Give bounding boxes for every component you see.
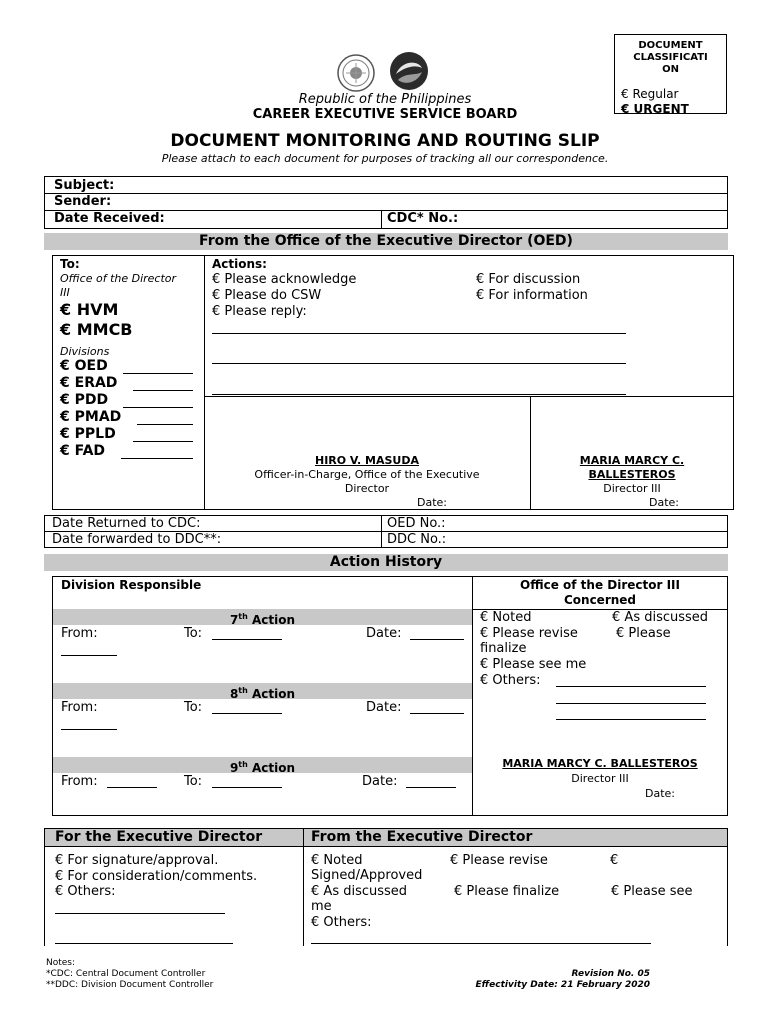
page-subtitle: Please attach to each document for purposes of tracking all our correspondence. [161, 152, 609, 165]
history-sig-date[interactable]: Date: [645, 787, 675, 800]
ninth-to[interactable]: To: [184, 774, 203, 789]
right-signed-bullet[interactable] [610, 853, 618, 868]
eighth-from[interactable]: From: [61, 700, 98, 715]
ddc-no-field[interactable]: DDC No.: [387, 532, 447, 547]
sender-field[interactable]: Sender: [54, 194, 112, 209]
euro-bullet: € [450, 853, 459, 868]
division-option-oed[interactable]: € OED [60, 358, 108, 374]
action-please-acknowledge[interactable]: € Please acknowledge [212, 272, 357, 287]
reply-line-3[interactable] [212, 394, 626, 395]
euro-bullet: € [311, 884, 320, 899]
date-received-field[interactable]: Date Received: [54, 211, 165, 226]
division-option-ppld[interactable]: € PPLD [60, 426, 116, 442]
page-title: DOCUMENT MONITORING AND ROUTING SLIP [170, 131, 600, 151]
euro-bullet: € [621, 102, 630, 114]
euro-bullet: € [480, 657, 489, 672]
euro-bullet: € [212, 272, 221, 287]
office-director-label-2: III [60, 286, 70, 299]
euro-bullet: € [476, 288, 485, 303]
euro-bullet: € [60, 320, 72, 339]
sig1-name: HIRO V. MASUDA [314, 454, 419, 467]
date-forwarded-field[interactable]: Date forwarded to DDC**: [52, 532, 222, 547]
eighth-date[interactable]: Date: [366, 700, 402, 715]
for-executive-director-heading: For the Executive Director [55, 829, 263, 845]
divisions-label: Divisions [60, 345, 110, 358]
oed-no-field[interactable]: OED No.: [387, 516, 446, 531]
reply-line-2[interactable] [212, 363, 626, 364]
ninth-from[interactable]: From: [61, 774, 98, 789]
action-please-reply[interactable]: € Please reply: [212, 304, 307, 319]
division-option-pdd[interactable]: € PDD [60, 392, 109, 408]
effectivity-date: Effectivity Date: 21 February 2020 [475, 980, 650, 990]
right-others-option[interactable]: € Others: [311, 915, 372, 930]
euro-bullet: € [212, 304, 221, 319]
for-signature-option[interactable]: € For signature/approval. [55, 853, 219, 868]
euro-bullet: € [60, 392, 70, 408]
history-option-finalize-cont: finalize [480, 641, 527, 656]
history-option-others[interactable]: € Others: [480, 673, 541, 688]
euro-bullet: € [454, 884, 463, 899]
director-option-mmcb[interactable]: € MMCB [60, 320, 133, 339]
history-option-please-revise[interactable]: € Please revise [480, 626, 578, 641]
right-please-finalize-option[interactable]: € Please finalize [454, 884, 560, 899]
classification-title-1: DOCUMENT [638, 40, 703, 51]
classification-title-3: ON [662, 64, 679, 75]
agency-name: CAREER EXECUTIVE SERVICE BOARD [252, 107, 518, 122]
oed-heading: From the Office of the Executive Director (OED) [44, 233, 728, 250]
seventh-action-header: 7th Action [53, 609, 472, 625]
sig2-title: Director III [603, 482, 661, 495]
sig1-title-1: Officer-in-Charge, Office of the Executive [254, 468, 480, 481]
division-option-erad[interactable]: € ERAD [60, 375, 118, 391]
cesb-seal-logo [336, 53, 376, 93]
euro-bullet: € [60, 300, 72, 319]
euro-bullet: € [610, 853, 619, 868]
notes-label: Notes: [46, 958, 76, 968]
euro-bullet: € [612, 610, 621, 625]
euro-bullet: € [60, 409, 70, 425]
ninth-action-header: 9th Action [53, 757, 472, 773]
director-option-hvm[interactable]: € HVM [60, 300, 119, 319]
republic-text: Republic of the Philippines [298, 92, 472, 107]
revision-number: Revision No. 05 [571, 969, 650, 979]
action-history-heading: Action History [44, 554, 728, 571]
right-signed-approved-label: Signed/Approved [311, 868, 423, 883]
euro-bullet: € [60, 375, 70, 391]
euro-bullet: € [621, 87, 629, 101]
subject-field[interactable]: Subject: [54, 178, 115, 193]
euro-bullet: € [480, 626, 489, 641]
history-sig-title: Director III [571, 772, 629, 785]
history-option-noted[interactable]: € Noted [480, 610, 532, 625]
action-for-information[interactable]: € For information [476, 288, 588, 303]
seventh-to[interactable]: To: [184, 626, 203, 641]
urgent-option[interactable]: € URGENT [621, 102, 689, 114]
from-executive-director-heading: From the Executive Director [311, 829, 533, 845]
euro-bullet: € [60, 443, 70, 459]
euro-bullet: € [311, 915, 320, 930]
left-others-option[interactable]: € Others: [55, 884, 116, 899]
for-consideration-option[interactable]: € For consideration/comments. [55, 869, 258, 884]
euro-bullet: € [611, 884, 620, 899]
date-returned-field[interactable]: Date Returned to CDC: [52, 516, 201, 531]
ces-logo [388, 50, 430, 92]
right-as-discussed-option[interactable]: € As discussed [311, 884, 408, 899]
history-option-please-finalize[interactable]: € Please [616, 626, 671, 641]
cdc-note: *CDC: Central Document Controller [46, 969, 206, 979]
reply-line-1[interactable] [212, 333, 626, 334]
right-please-see-option[interactable]: € Please see [611, 884, 693, 899]
actions-label: Actions: [212, 257, 267, 271]
eighth-action-header: 8th Action [53, 683, 472, 699]
sig2-date[interactable]: Date: [649, 496, 679, 509]
office-director-label-1: Office of the Director [60, 272, 177, 285]
cdc-no-field[interactable]: CDC* No.: [387, 211, 459, 226]
seventh-date[interactable]: Date: [366, 626, 402, 641]
euro-bullet: € [212, 288, 221, 303]
euro-bullet: € [55, 884, 64, 899]
euro-bullet: € [60, 358, 70, 374]
division-option-fad[interactable]: € FAD [60, 443, 106, 459]
euro-bullet: € [480, 610, 489, 625]
division-option-pmad[interactable]: € PMAD [60, 409, 122, 425]
to-label: To: [60, 257, 80, 271]
sig2-name-1: MARIA MARCY C. [579, 454, 685, 467]
euro-bullet: € [311, 853, 320, 868]
right-noted-option[interactable]: € Noted [311, 853, 363, 868]
history-option-please-see-me[interactable]: € Please see me [480, 657, 587, 672]
right-me-label: me [311, 899, 332, 914]
office-director-concerned-2: Concerned [563, 593, 637, 607]
euro-bullet: € [480, 673, 489, 688]
action-for-discussion[interactable]: € For discussion [476, 272, 581, 287]
right-please-revise-option[interactable]: € Please revise [450, 853, 548, 868]
division-responsible-label: Division Responsible [61, 578, 202, 592]
euro-bullet: € [616, 626, 625, 641]
euro-bullet: € [55, 869, 64, 884]
ddc-note: **DDC: Division Document Controller [46, 980, 214, 990]
classification-box [614, 34, 727, 114]
eighth-to[interactable]: To: [184, 700, 203, 715]
euro-bullet: € [55, 853, 64, 868]
euro-bullet: € [60, 426, 70, 442]
euro-bullet: € [476, 272, 485, 287]
sig1-date[interactable]: Date: [417, 496, 447, 509]
seventh-from[interactable]: From: [61, 626, 98, 641]
history-sig-name: MARIA MARCY C. BALLESTEROS [502, 757, 698, 770]
regular-option[interactable]: € Regular [621, 87, 679, 101]
history-option-as-discussed[interactable]: € As discussed [612, 610, 709, 625]
ninth-date[interactable]: Date: [362, 774, 398, 789]
sig2-name-2: BALLESTEROS [588, 468, 676, 481]
office-director-concerned-1: Office of the Director III [520, 578, 680, 592]
sig1-title-2: Director [344, 482, 390, 495]
action-please-do-csw[interactable]: € Please do CSW [212, 288, 322, 303]
classification-title-2: CLASSIFICATI [633, 52, 708, 63]
